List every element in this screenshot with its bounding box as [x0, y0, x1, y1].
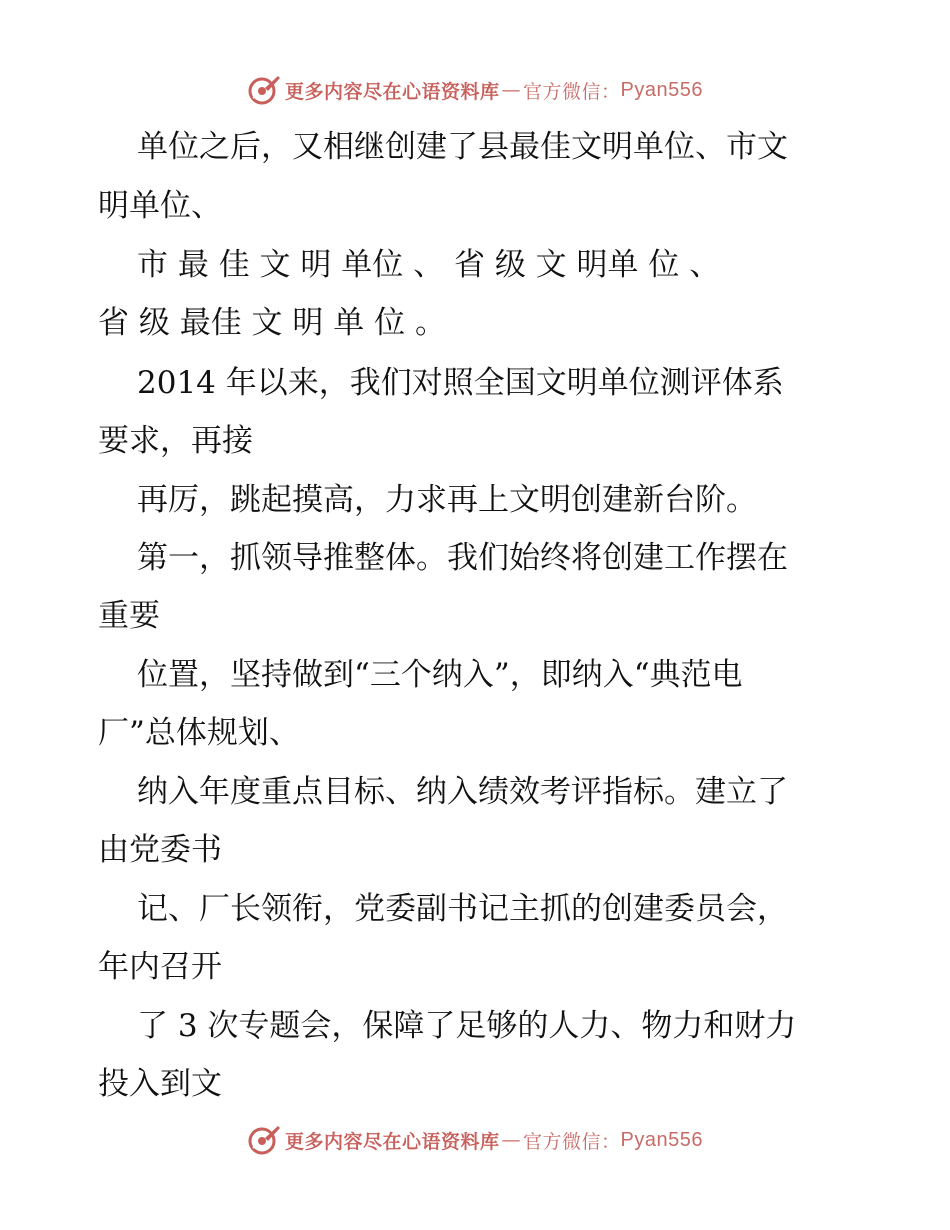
- paragraph-5-line-2: 重要: [98, 598, 160, 634]
- pen-logo-icon: [247, 1123, 281, 1157]
- footer-wechat-id: Pyan556: [620, 1128, 703, 1151]
- paragraph-1-line-2: 明单位、: [98, 188, 222, 224]
- paragraph-1-line-1: 单位之后，又相继创建了县最佳文明单位、市文: [137, 129, 788, 165]
- banner-wechat-id: Pyan556: [620, 78, 703, 101]
- paragraph-3-line-2: 要求，再接: [98, 423, 253, 459]
- paragraph-9-line-1: 了 3 次专题会，保障了足够的人力、物力和财力: [137, 1008, 797, 1044]
- paragraph-4-line-1: 再厉，跳起摸高，力求再上文明创建新台阶。: [137, 482, 757, 518]
- paragraph-5-line-1: 第一，抓领导推整体。我们始终将创建工作摆在: [137, 540, 788, 576]
- paragraph-9-line-2: 投入到文: [98, 1066, 222, 1102]
- banner-official-label: 官方微信：: [523, 80, 621, 103]
- footer-separator: —: [501, 1129, 522, 1151]
- paragraph-7-line-2: 由党委书: [98, 832, 222, 868]
- paragraph-8-line-1: 记、厂长领衔，党委副书记主抓的创建委员会，: [137, 891, 788, 927]
- pen-logo-icon: [247, 73, 281, 107]
- paragraph-7-line-1: 纳入年度重点目标、纳入绩效考评指标。建立了: [137, 774, 788, 810]
- footer-bold-text: 更多内容尽在心语资料库: [285, 1130, 500, 1153]
- banner-separator: —: [501, 79, 522, 101]
- paragraph-3-line-1: 2014 年以来，我们对照全国文明单位测评体系: [137, 365, 784, 401]
- paragraph-2-line-1: 市 最 佳 文 明 单位 、 省 级 文 明单 位 、: [137, 247, 721, 283]
- banner-text: [285, 77, 703, 104]
- paragraph-2-line-2: 省 级 最佳 文 明 单 位 。: [98, 305, 446, 341]
- footer-official-label: 官方微信：: [523, 1130, 621, 1153]
- banner-bold-text: 更多内容尽在心语资料库: [285, 80, 500, 103]
- paragraph-6-line-2: 厂”总体规划、: [98, 715, 300, 751]
- paragraph-6-line-1: 位置，坚持做到“三个纳入”，即纳入“典范电: [137, 657, 743, 693]
- footer-banner: [0, 1120, 950, 1160]
- header-banner: [0, 70, 950, 110]
- paragraph-8-line-2: 年内召开: [98, 949, 222, 985]
- footer-banner-text: [285, 1127, 703, 1154]
